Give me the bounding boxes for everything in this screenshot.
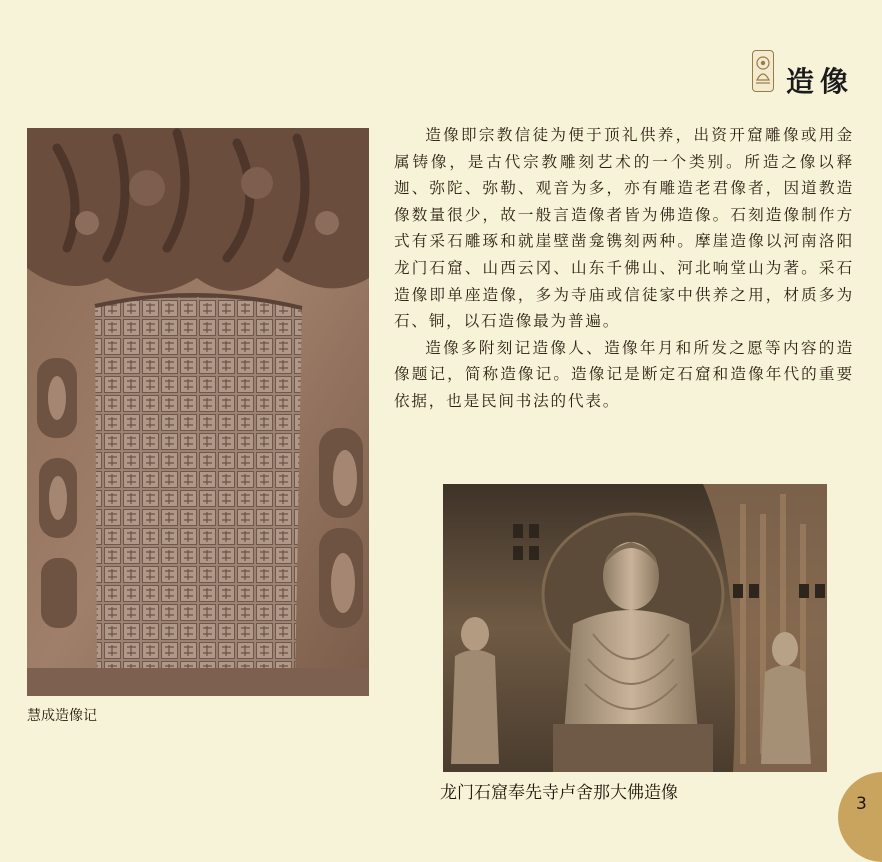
page-number-tab: [838, 772, 882, 862]
page-number: 3: [856, 794, 867, 814]
article-body: [394, 122, 854, 415]
paragraph-2: 造像多附刻记造像人、造像年月和所发之愿等内容的造像题记，简称造像记。造像记是断定石窟和造像年代的重要依据，也是民间书法的代表。: [394, 338, 854, 410]
left-photo-caption: 慧成造像记: [27, 708, 97, 724]
longmen-vairocana-photo: [443, 484, 827, 772]
right-photo-caption: 龙门石窟奉先寺卢舍那大佛造像: [440, 783, 678, 803]
section-title: 造像: [786, 65, 855, 98]
paragraph-1: 造像即宗教信徒为便于顶礼供养，出资开窟雕像或用金属铸像，是古代宗教雕刻艺术的一个类别。所造之像以释迦、弥陀、弥勒、观音为多，亦有雕造老君像者，因道教造像数量很少，故一般言造像者皆为佛造像。石刻造像制作方式有采石雕琢和就崖壁凿龛镌刻两种。摩崖造像以河南洛阳龙门石窟、山西云冈、山东千佛山、河北响堂山为著。采石造像即单座造像，多为寺庙或信徒家中供养之用，材质多为石、铜，以石造像最为普遍。: [394, 126, 854, 331]
buddha-emblem-icon: [752, 50, 774, 92]
huicheng-stele-photo: [27, 128, 369, 696]
